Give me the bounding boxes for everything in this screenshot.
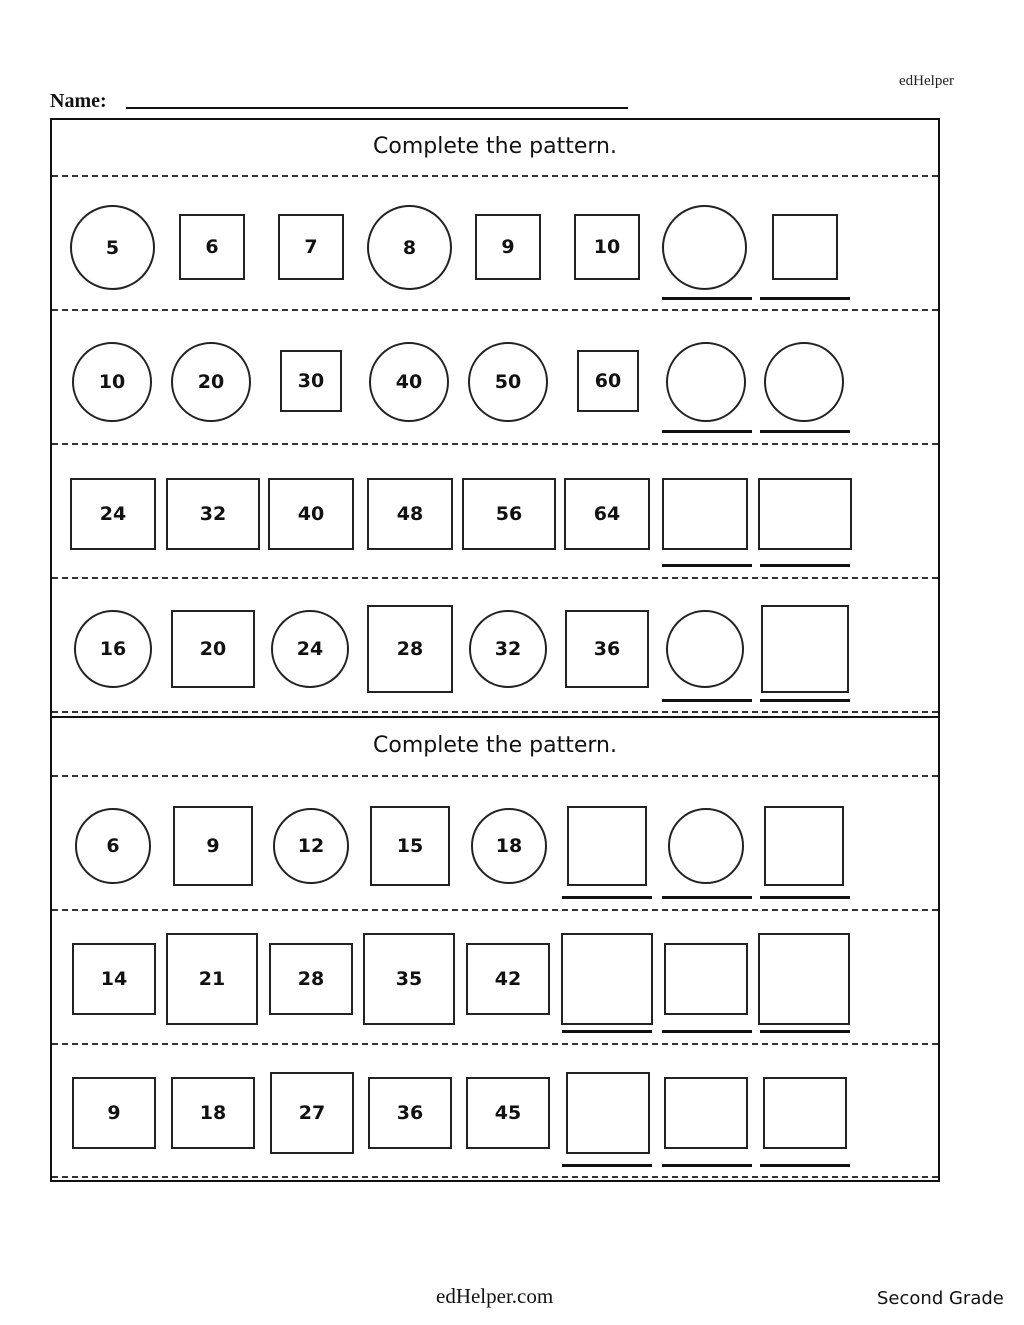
answer-line xyxy=(662,699,752,702)
answer-rectangle[interactable] xyxy=(664,1077,748,1149)
answer-rectangle[interactable] xyxy=(662,478,748,550)
instruction: Complete the pattern. xyxy=(373,733,617,758)
answer-circle[interactable] xyxy=(668,808,744,884)
pattern-rectangle: 36 xyxy=(368,1077,452,1149)
divider xyxy=(52,711,938,713)
pattern-circle: 24 xyxy=(271,610,349,688)
instruction: Complete the pattern. xyxy=(373,134,617,159)
pattern-square: 36 xyxy=(565,610,649,688)
pattern-rectangle: 32 xyxy=(166,478,260,550)
answer-square[interactable] xyxy=(764,806,844,886)
answer-line xyxy=(662,896,752,899)
pattern-rectangle: 24 xyxy=(70,478,156,550)
divider xyxy=(52,175,938,177)
answer-rectangle[interactable] xyxy=(758,478,852,550)
answer-square[interactable] xyxy=(566,1072,650,1154)
divider xyxy=(52,309,938,311)
brand-label: edHelper xyxy=(899,73,954,89)
pattern-circle: 32 xyxy=(469,610,547,688)
pattern-square: 6 xyxy=(179,214,245,280)
pattern-circle: 18 xyxy=(471,808,547,884)
answer-line xyxy=(760,1030,850,1033)
name-field-line[interactable] xyxy=(126,107,628,109)
answer-square[interactable] xyxy=(761,605,849,693)
answer-line xyxy=(662,430,752,433)
pattern-square: 27 xyxy=(270,1072,354,1154)
answer-line xyxy=(760,297,850,300)
answer-line xyxy=(662,297,752,300)
pattern-circle: 12 xyxy=(273,808,349,884)
pattern-rectangle: 42 xyxy=(466,943,550,1015)
pattern-rectangle: 56 xyxy=(462,478,556,550)
answer-rectangle[interactable] xyxy=(664,943,748,1015)
pattern-square: 60 xyxy=(577,350,639,412)
pattern-section-2 xyxy=(50,716,940,1182)
pattern-rectangle: 40 xyxy=(268,478,354,550)
pattern-circle: 5 xyxy=(70,205,155,290)
pattern-section-1 xyxy=(50,118,940,718)
pattern-rectangle: 64 xyxy=(564,478,650,550)
answer-line xyxy=(760,896,850,899)
pattern-circle: 16 xyxy=(74,610,152,688)
pattern-square: 15 xyxy=(370,806,450,886)
pattern-rectangle: 9 xyxy=(72,1077,156,1149)
pattern-circle: 20 xyxy=(171,342,251,422)
answer-line xyxy=(662,1030,752,1033)
divider xyxy=(52,577,938,579)
divider xyxy=(52,775,938,777)
pattern-rectangle: 45 xyxy=(466,1077,550,1149)
answer-square[interactable] xyxy=(772,214,838,280)
pattern-square: 30 xyxy=(280,350,342,412)
answer-square[interactable] xyxy=(758,933,850,1025)
footer-site: edHelper.com xyxy=(436,1284,554,1308)
answer-line xyxy=(562,896,652,899)
pattern-square: 7 xyxy=(278,214,344,280)
answer-square[interactable] xyxy=(561,933,653,1025)
pattern-square: 21 xyxy=(166,933,258,1025)
divider xyxy=(52,909,938,911)
answer-line xyxy=(760,699,850,702)
pattern-square: 20 xyxy=(171,610,255,688)
pattern-rectangle: 28 xyxy=(269,943,353,1015)
pattern-circle: 8 xyxy=(367,205,452,290)
pattern-rectangle: 18 xyxy=(171,1077,255,1149)
answer-line xyxy=(562,1164,652,1167)
answer-line xyxy=(662,1164,752,1167)
pattern-rectangle: 14 xyxy=(72,943,156,1015)
pattern-square: 10 xyxy=(574,214,640,280)
pattern-square: 9 xyxy=(475,214,541,280)
answer-circle[interactable] xyxy=(764,342,844,422)
pattern-circle: 6 xyxy=(75,808,151,884)
answer-line xyxy=(760,564,850,567)
pattern-circle: 40 xyxy=(369,342,449,422)
pattern-circle: 50 xyxy=(468,342,548,422)
pattern-square: 9 xyxy=(173,806,253,886)
divider xyxy=(52,443,938,445)
pattern-square: 35 xyxy=(363,933,455,1025)
answer-circle[interactable] xyxy=(666,610,744,688)
answer-line xyxy=(760,430,850,433)
answer-line xyxy=(662,564,752,567)
grade-label: Second Grade xyxy=(877,1288,1004,1309)
answer-line xyxy=(760,1164,850,1167)
divider xyxy=(52,1176,938,1178)
divider xyxy=(52,1043,938,1045)
pattern-rectangle: 48 xyxy=(367,478,453,550)
answer-square[interactable] xyxy=(567,806,647,886)
pattern-square: 28 xyxy=(367,605,453,693)
answer-line xyxy=(562,1030,652,1033)
answer-circle[interactable] xyxy=(666,342,746,422)
answer-circle[interactable] xyxy=(662,205,747,290)
answer-rectangle[interactable] xyxy=(763,1077,847,1149)
name-label: Name: xyxy=(50,90,107,112)
pattern-circle: 10 xyxy=(72,342,152,422)
